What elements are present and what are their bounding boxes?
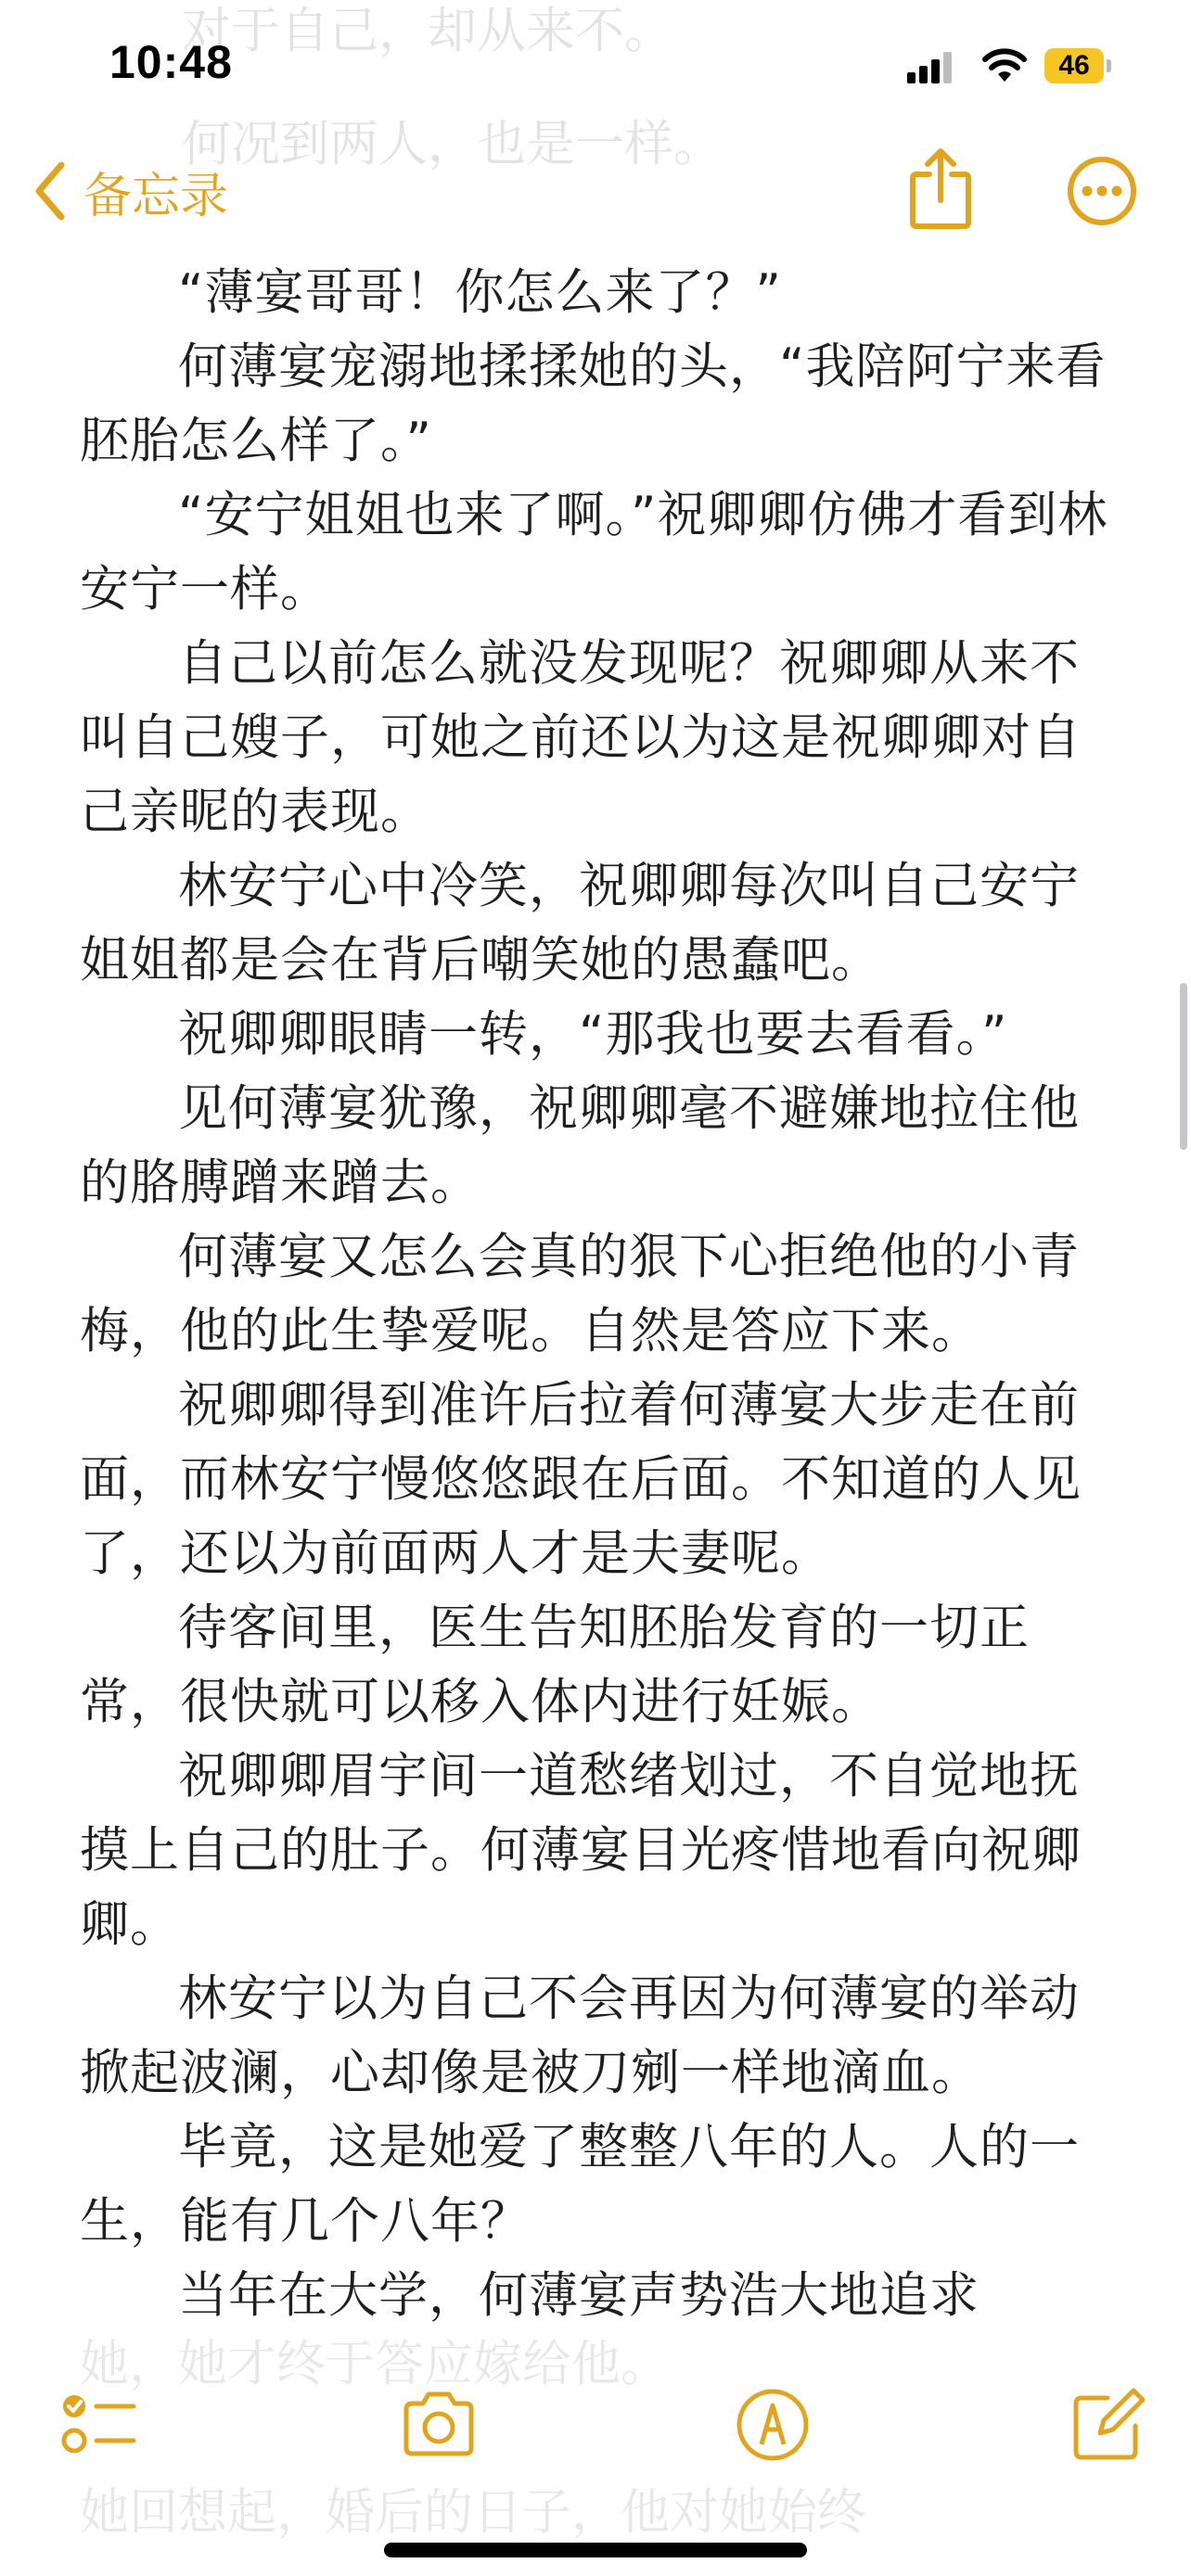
battery-cap xyxy=(1107,59,1111,72)
note-paragraph: 当年在大学，何薄宴声势浩大地追求 xyxy=(178,2267,980,2324)
note-paragraph: “安宁姐姐也来了啊。”祝卿卿仿佛才看到林安宁一样。 xyxy=(80,487,1108,618)
note-paragraph: 林安宁以为自己不会再因为何薄宴的举动掀起波澜，心却像是被刀剜一样地滴血。 xyxy=(80,1970,1080,2101)
share-button[interactable] xyxy=(907,147,974,230)
chevron-left-icon xyxy=(33,161,67,221)
faded-line: 对于自己，却从来不。 xyxy=(182,3,673,59)
note-paragraph: “薄宴哥哥！你怎么来了？” xyxy=(178,264,782,321)
markup-button[interactable] xyxy=(731,2383,814,2467)
note-paragraph: 自己以前怎么就没发现呢？祝卿卿从来不叫自己嫂子，可她之前还以为这是祝卿卿对自己亲昵的表现。 xyxy=(80,635,1082,840)
checklist-icon xyxy=(56,2383,139,2467)
battery-level: 46 xyxy=(1058,50,1090,81)
note-paragraph: 何薄宴宠溺地揉揉她的头，“我陪阿宁来看胚胎怎么样了。” xyxy=(80,338,1107,469)
camera-button[interactable] xyxy=(397,2383,480,2467)
compose-button[interactable] xyxy=(1067,2383,1150,2467)
status-time: 10:48 xyxy=(109,36,233,88)
note-paragraph: 待客间里，医生告知胚胎发育的一切正常，很快就可以移入体内进行妊娠。 xyxy=(80,1600,1030,1730)
note-paragraph: 何薄宴又怎么会真的狠下心拒绝他的小青梅，他的此生挚爱呢。自然是答应下来。 xyxy=(80,1229,1080,1359)
cellular-signal-icon xyxy=(907,52,954,83)
note-paragraph: 祝卿卿眉宇间一道愁绪划过，不自觉地抚摸上自己的肚子。何薄宴目光疼惜地看向祝卿卿。 xyxy=(80,1748,1082,1953)
status-bar xyxy=(0,0,1191,130)
wifi-icon xyxy=(981,46,1028,83)
back-button[interactable] xyxy=(33,156,228,226)
faded-line: 何况到两人，也是一样。 xyxy=(182,116,723,172)
faded-line: 她回想起，婚后的日子，他对她始终 xyxy=(80,2484,866,2541)
share-icon xyxy=(907,147,974,230)
note-paragraph: 祝卿卿眼睛一转，“那我也要去看看。” xyxy=(178,1006,1008,1063)
camera-icon xyxy=(397,2383,480,2467)
more-button[interactable] xyxy=(1067,156,1137,226)
note-paragraph: 见何薄宴犹豫，祝卿卿毫不避嫌地拉住他的胳膊蹭来蹭去。 xyxy=(80,1080,1080,1211)
checklist-button[interactable] xyxy=(56,2383,139,2467)
scroll-indicator[interactable] xyxy=(1180,983,1187,1150)
note-paragraph: 祝卿卿得到准许后拉着何薄宴大步走在前面，而林安宁慢悠悠跟在后面。不知道的人见了，还以为前面两人才是夫妻呢。 xyxy=(80,1377,1082,1582)
back-label: 备忘录 xyxy=(83,168,229,224)
bottom-toolbar xyxy=(0,2374,1191,2494)
note-body[interactable] xyxy=(80,256,1119,2333)
markup-pen-icon xyxy=(731,2383,814,2467)
more-icon xyxy=(1067,156,1137,226)
note-paragraph: 林安宁心中冷笑，祝卿卿每次叫自己安宁姐姐都是会在背后嘲笑她的愚蠢吧。 xyxy=(80,858,1080,988)
navigation-bar xyxy=(0,130,1191,250)
note-paragraph: 毕竟，这是她爱了整整八年的人。人的一生，能有几个八年？ xyxy=(80,2119,1080,2250)
battery-icon xyxy=(1044,48,1113,85)
home-indicator[interactable] xyxy=(384,2543,807,2557)
compose-icon xyxy=(1067,2383,1150,2467)
faded-line: 她，她才终于答应嫁给他。 xyxy=(80,2336,670,2392)
